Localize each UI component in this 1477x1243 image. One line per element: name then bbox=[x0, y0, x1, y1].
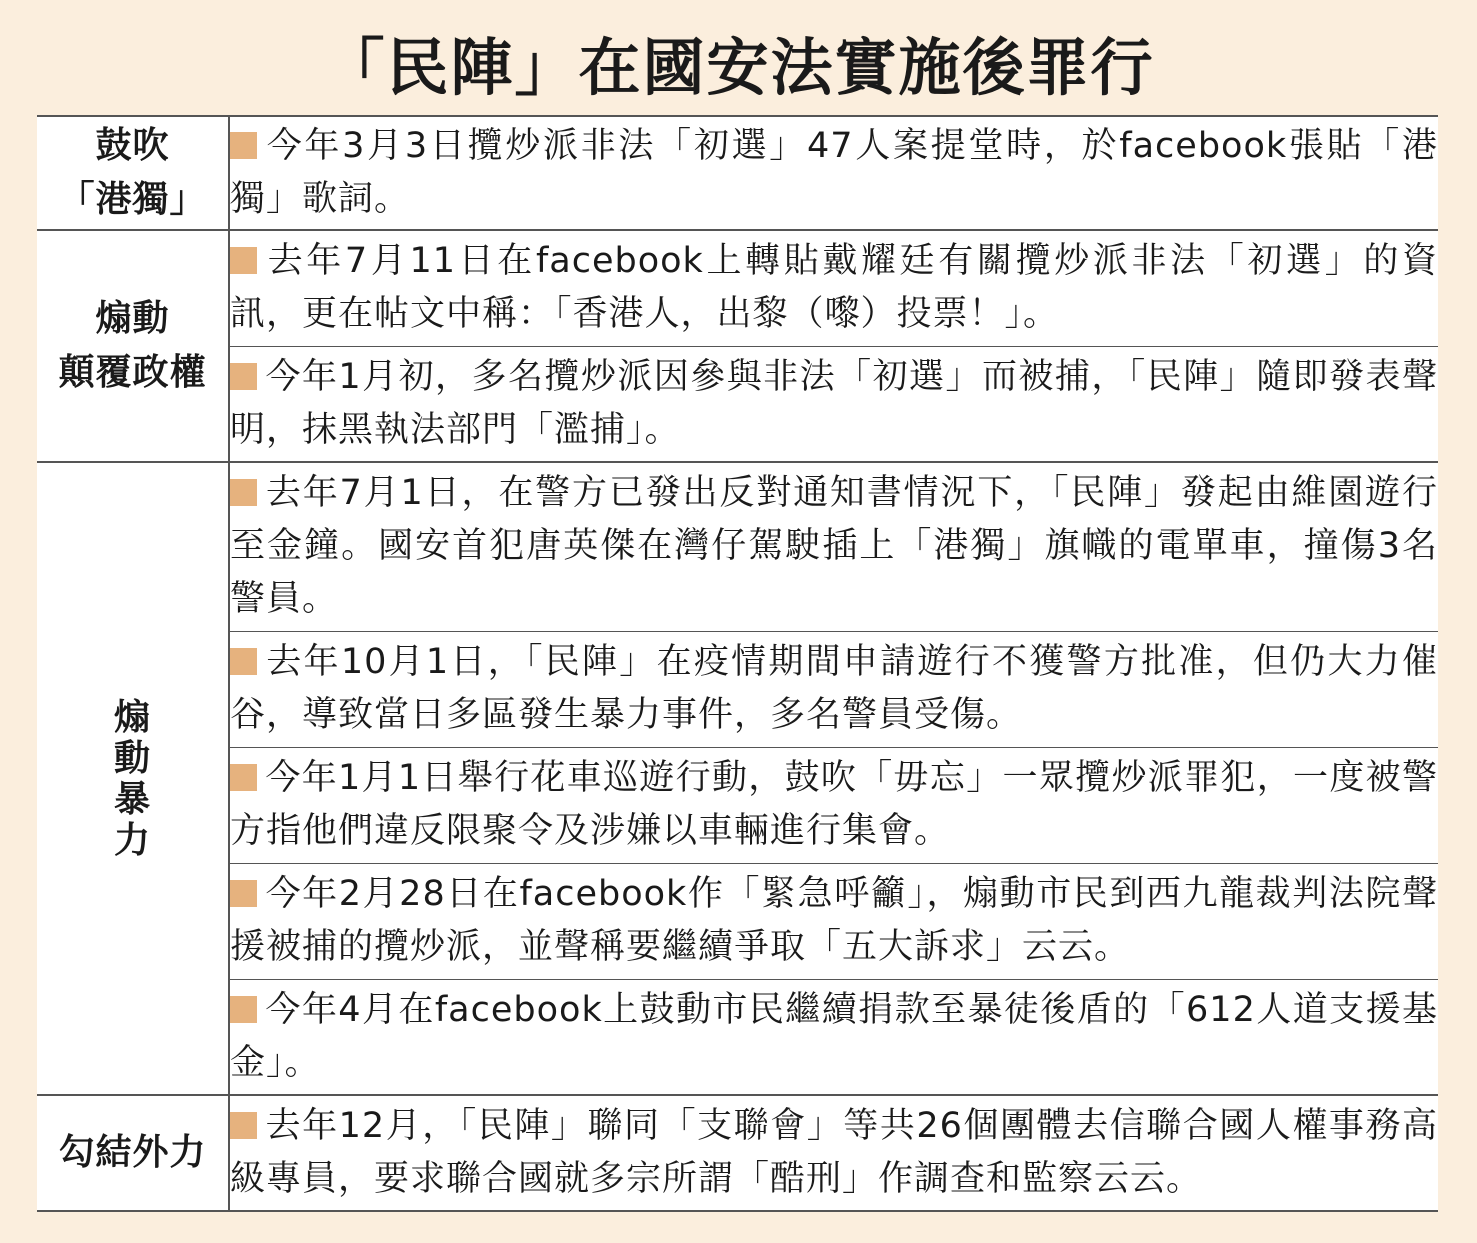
item-text: 今年4月在facebook上鼓動市民繼續捐款至暴徒後盾的「612人道支援基金」。 bbox=[230, 989, 1438, 1083]
item-cell bbox=[229, 747, 1438, 863]
item-text: 去年10月1日，「民陣」在疫情期間申請遊行不獲警方批准，但仍大力催谷，導致當日多區發生暴力事件，多名警員受傷。 bbox=[230, 642, 1438, 735]
item-text: 今年2月28日在facebook作「緊急呼籲」，煽動市民到西九龍裁判法院聲援被捕的攬炒派，並聲稱要繼續爭取「五大訴求」云云。 bbox=[230, 874, 1438, 967]
page-title: 「民陣」在國安法實施後罪行 bbox=[322, 31, 1155, 104]
square-bullet-icon bbox=[230, 1112, 257, 1139]
category-label: 煽動 顛覆政權 bbox=[58, 298, 207, 393]
item-text: 今年1月初，多名攬炒派因參與非法「初選」而被捕，「民陣」隨即發表聲明，抹黑執法部門「濫捕」。 bbox=[230, 356, 1438, 450]
item-cell bbox=[229, 230, 1438, 346]
item-cell bbox=[229, 462, 1438, 631]
table-row bbox=[37, 230, 1438, 346]
category-label: 鼓吹 「港獨」 bbox=[58, 125, 207, 220]
item-cell bbox=[229, 1095, 1438, 1211]
table-row bbox=[37, 631, 1438, 747]
item-text: 今年1月1日舉行花車巡遊行動，鼓吹「毋忘」一眾攬炒派罪犯，一度被警方指他們違反限聚令及涉嫌以車輛進行集會。 bbox=[230, 758, 1438, 851]
item-text: 去年7月11日在facebook上轉貼戴耀廷有關攬炒派非法「初選」的資訊，更在帖文中稱：「香港人，出黎（嚟）投票！」。 bbox=[230, 241, 1438, 335]
square-bullet-icon bbox=[230, 363, 257, 390]
square-bullet-icon bbox=[230, 132, 257, 159]
category-cell bbox=[37, 116, 229, 230]
table-row bbox=[37, 1095, 1438, 1211]
item-text: 去年7月1日，在警方已發出反對通知書情況下，「民陣」發起由維園遊行至金鐘。國安首犯唐英傑在灣仔駕駛插上「港獨」旗幟的電單車，撞傷3名警員。 bbox=[230, 473, 1438, 620]
item-cell bbox=[229, 979, 1438, 1095]
table-row bbox=[37, 747, 1438, 863]
item-cell bbox=[229, 863, 1438, 979]
category-label: 勾結外力 bbox=[58, 1132, 207, 1173]
item-text: 今年3月3日攬炒派非法「初選」47人案提堂時，於facebook張貼「港獨」歌詞。 bbox=[230, 126, 1438, 219]
square-bullet-icon bbox=[230, 996, 257, 1023]
crimes-table bbox=[37, 115, 1438, 1212]
square-bullet-icon bbox=[230, 880, 257, 907]
table-row bbox=[37, 116, 1438, 230]
table-row bbox=[37, 346, 1438, 462]
category-cell bbox=[37, 462, 229, 1095]
item-cell bbox=[229, 346, 1438, 462]
square-bullet-icon bbox=[230, 247, 257, 274]
square-bullet-icon bbox=[230, 479, 257, 506]
category-cell bbox=[37, 1095, 229, 1211]
square-bullet-icon bbox=[230, 648, 257, 675]
table-row bbox=[37, 462, 1438, 631]
category-cell bbox=[37, 230, 229, 462]
category-label: 煽 動 暴 力 bbox=[113, 696, 151, 861]
table-row bbox=[37, 979, 1438, 1095]
item-text: 去年12月，「民陣」聯同「支聯會」等共26個團體去信聯合國人權事務高級專員，要求聯合國就多宗所謂「酷刑」作調查和監察云云。 bbox=[230, 1106, 1438, 1199]
square-bullet-icon bbox=[230, 764, 257, 791]
table-row bbox=[37, 863, 1438, 979]
item-cell bbox=[229, 116, 1438, 230]
item-cell bbox=[229, 631, 1438, 747]
